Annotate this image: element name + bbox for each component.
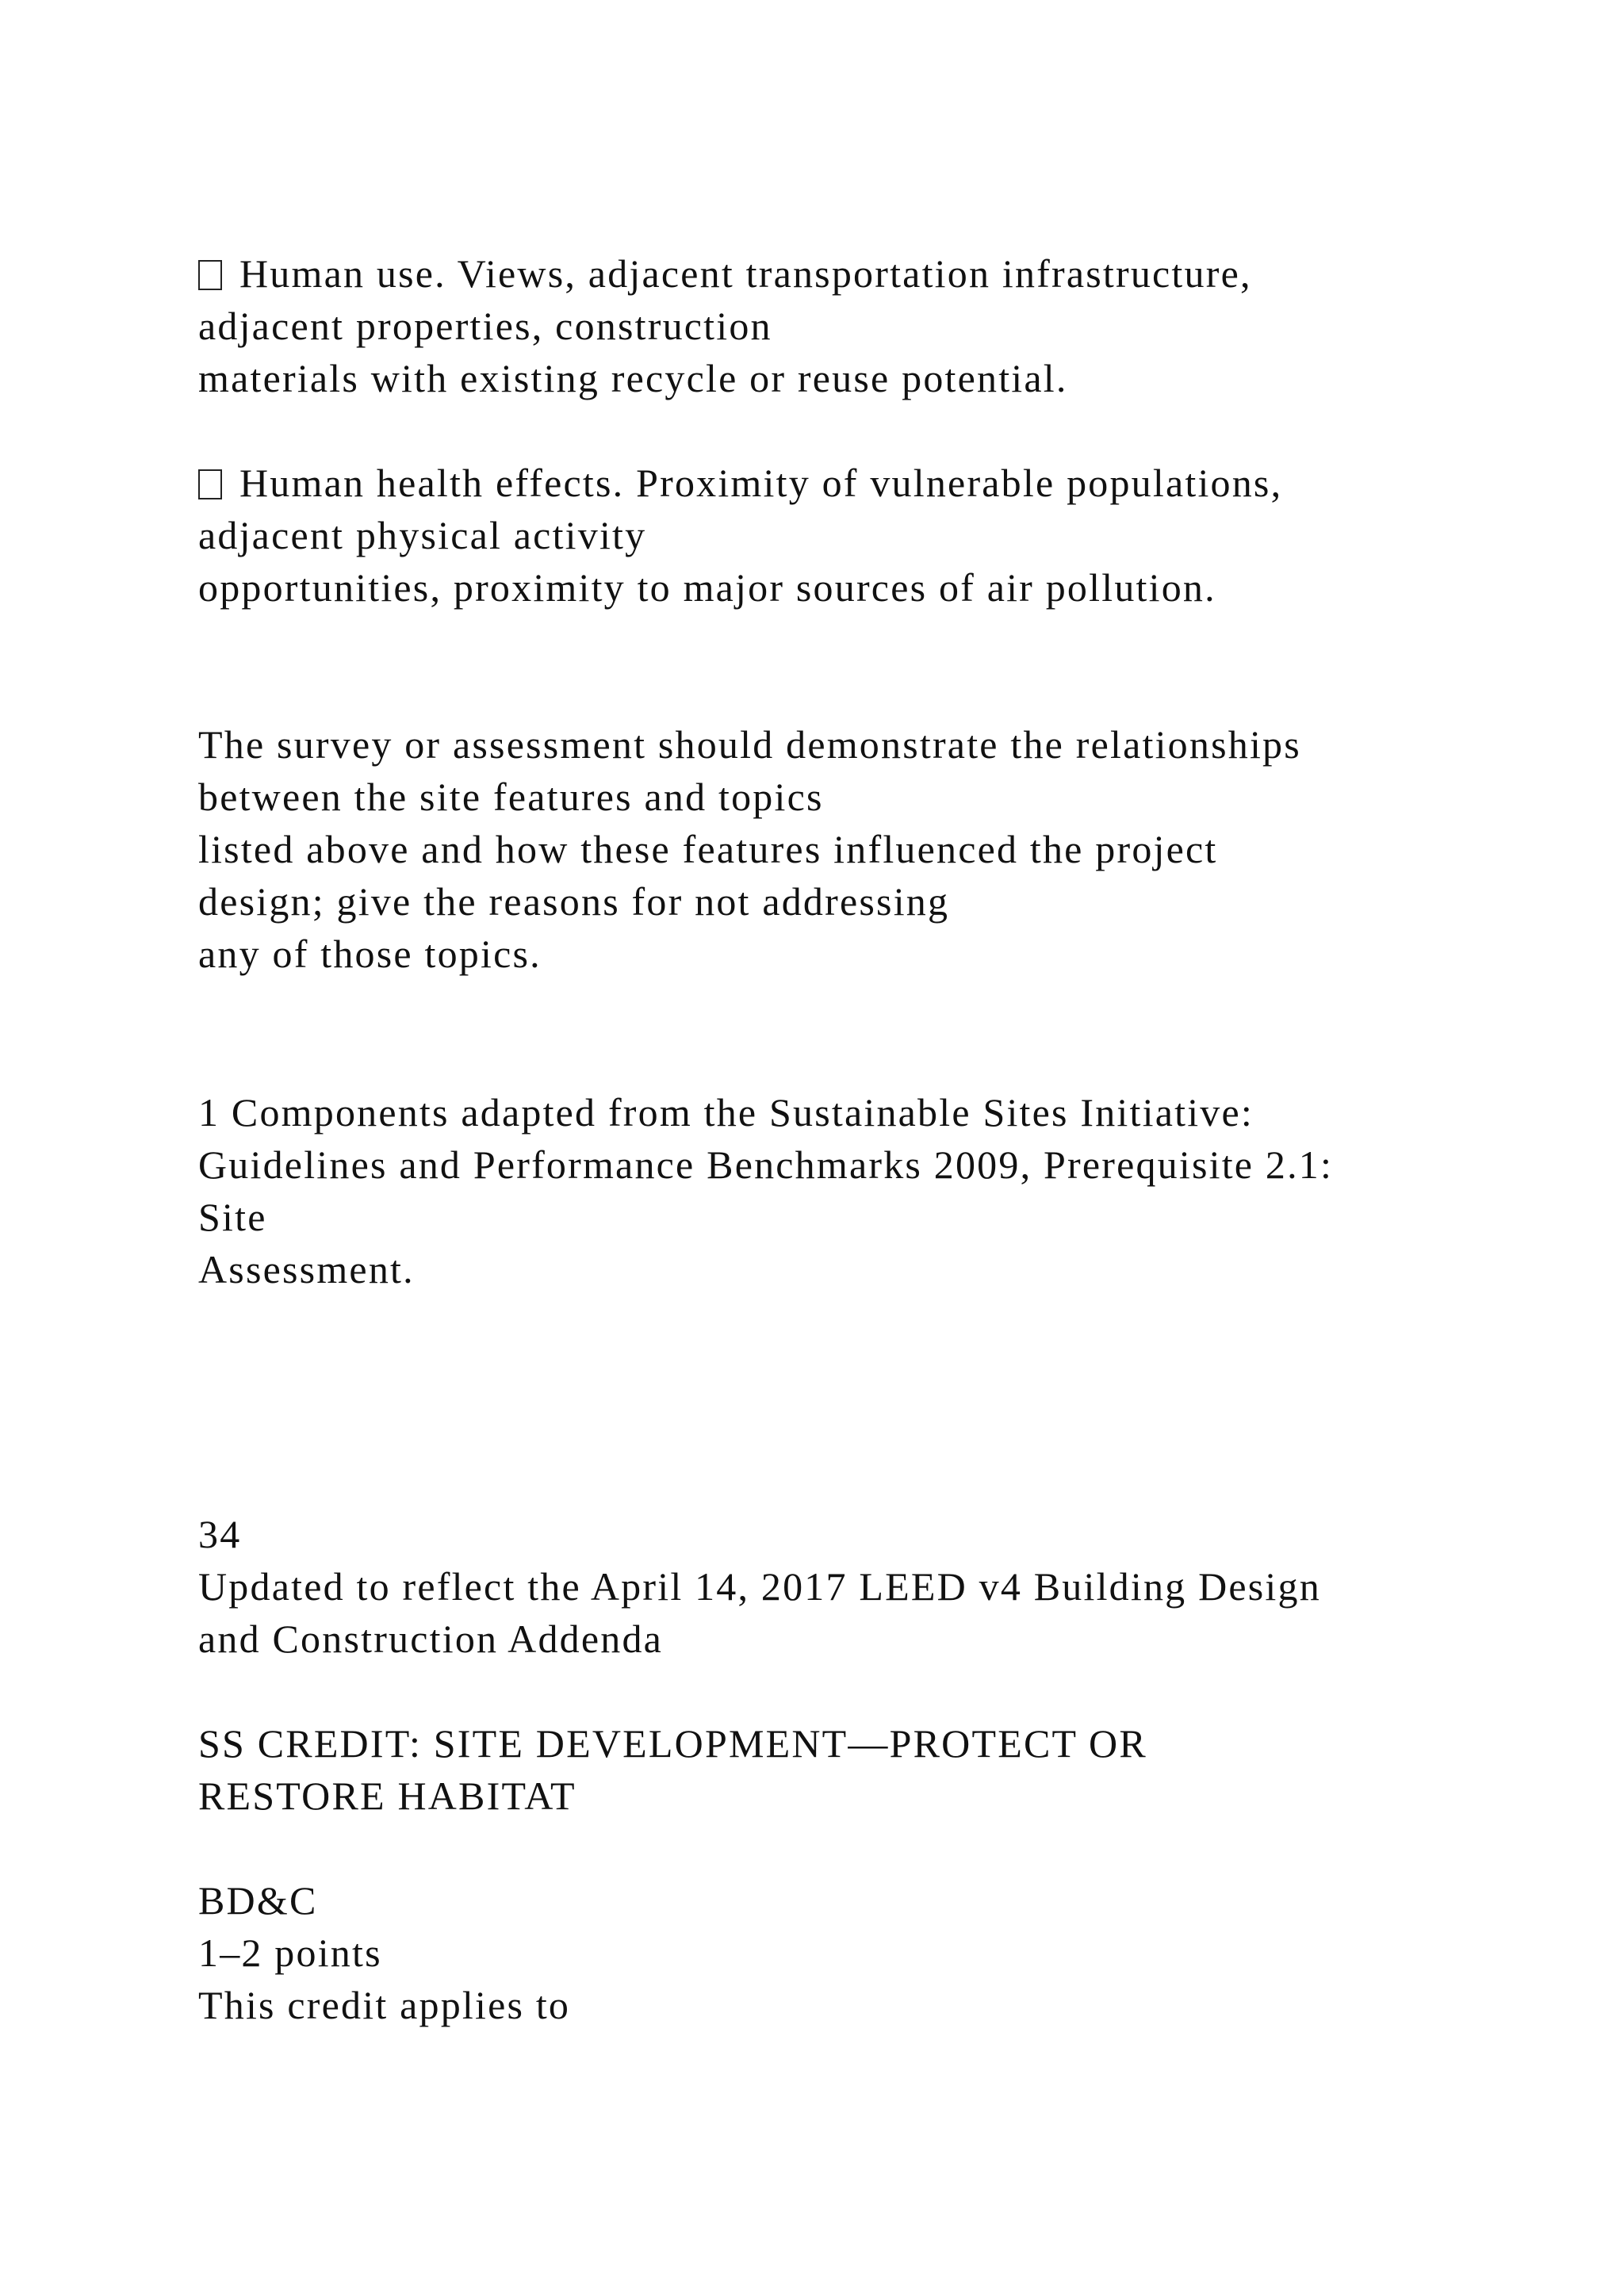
bullet-item-human-use	[198, 247, 1546, 404]
survey-paragraph	[198, 718, 1546, 980]
credit-heading	[198, 1717, 1546, 1822]
credit-points: 1–2 points	[198, 1931, 382, 1975]
paragraph-line: design; give the reasons for not addressing	[198, 879, 950, 924]
footer-line: Updated to reflect the April 14, 2017 LEED v4 Building Design	[198, 1564, 1321, 1609]
bullet-text-line: opportunities, proximity to major sources of air pollution.	[198, 565, 1216, 610]
page-footer	[198, 1508, 1546, 1665]
page-number: 34	[198, 1512, 242, 1556]
paragraph-line: The survey or assessment should demonstrate the relationships	[198, 722, 1301, 767]
paragraph-line: between the site features and topics	[198, 775, 824, 819]
footnote	[198, 1086, 1546, 1295]
bullet-item-human-health	[198, 457, 1546, 614]
bullet-text-line: Human use. Views, adjacent transportation infrastructure,	[239, 251, 1252, 296]
bullet-text-line: materials with existing recycle or reuse potential.	[198, 356, 1068, 400]
credit-info	[198, 1874, 1546, 2031]
credit-applies-to: This credit applies to	[198, 1983, 571, 2027]
footnote-line: Site	[198, 1195, 267, 1239]
checkbox-bullet-icon	[198, 469, 222, 499]
heading-line: RESTORE HABITAT	[198, 1774, 576, 1818]
footer-line: and Construction Addenda	[198, 1617, 664, 1661]
credit-rating-system: BD&C	[198, 1878, 318, 1923]
footnote-line: Assessment.	[198, 1247, 415, 1292]
paragraph-line: listed above and how these features influenced the project	[198, 827, 1218, 871]
bullet-text-line: adjacent physical activity	[198, 513, 647, 557]
footnote-line: Guidelines and Performance Benchmarks 2009, Prerequisite 2.1:	[198, 1142, 1334, 1187]
footnote-line: 1 Components adapted from the Sustainable Sites Initiative:	[198, 1090, 1254, 1135]
checkbox-bullet-icon	[198, 260, 222, 290]
bullet-text-line: adjacent properties, construction	[198, 304, 772, 348]
bullet-text-line: Human health effects. Proximity of vulnerable populations,	[239, 461, 1283, 505]
paragraph-line: any of those topics.	[198, 932, 542, 976]
heading-line: SS CREDIT: SITE DEVELOPMENT—PROTECT OR	[198, 1721, 1147, 1766]
